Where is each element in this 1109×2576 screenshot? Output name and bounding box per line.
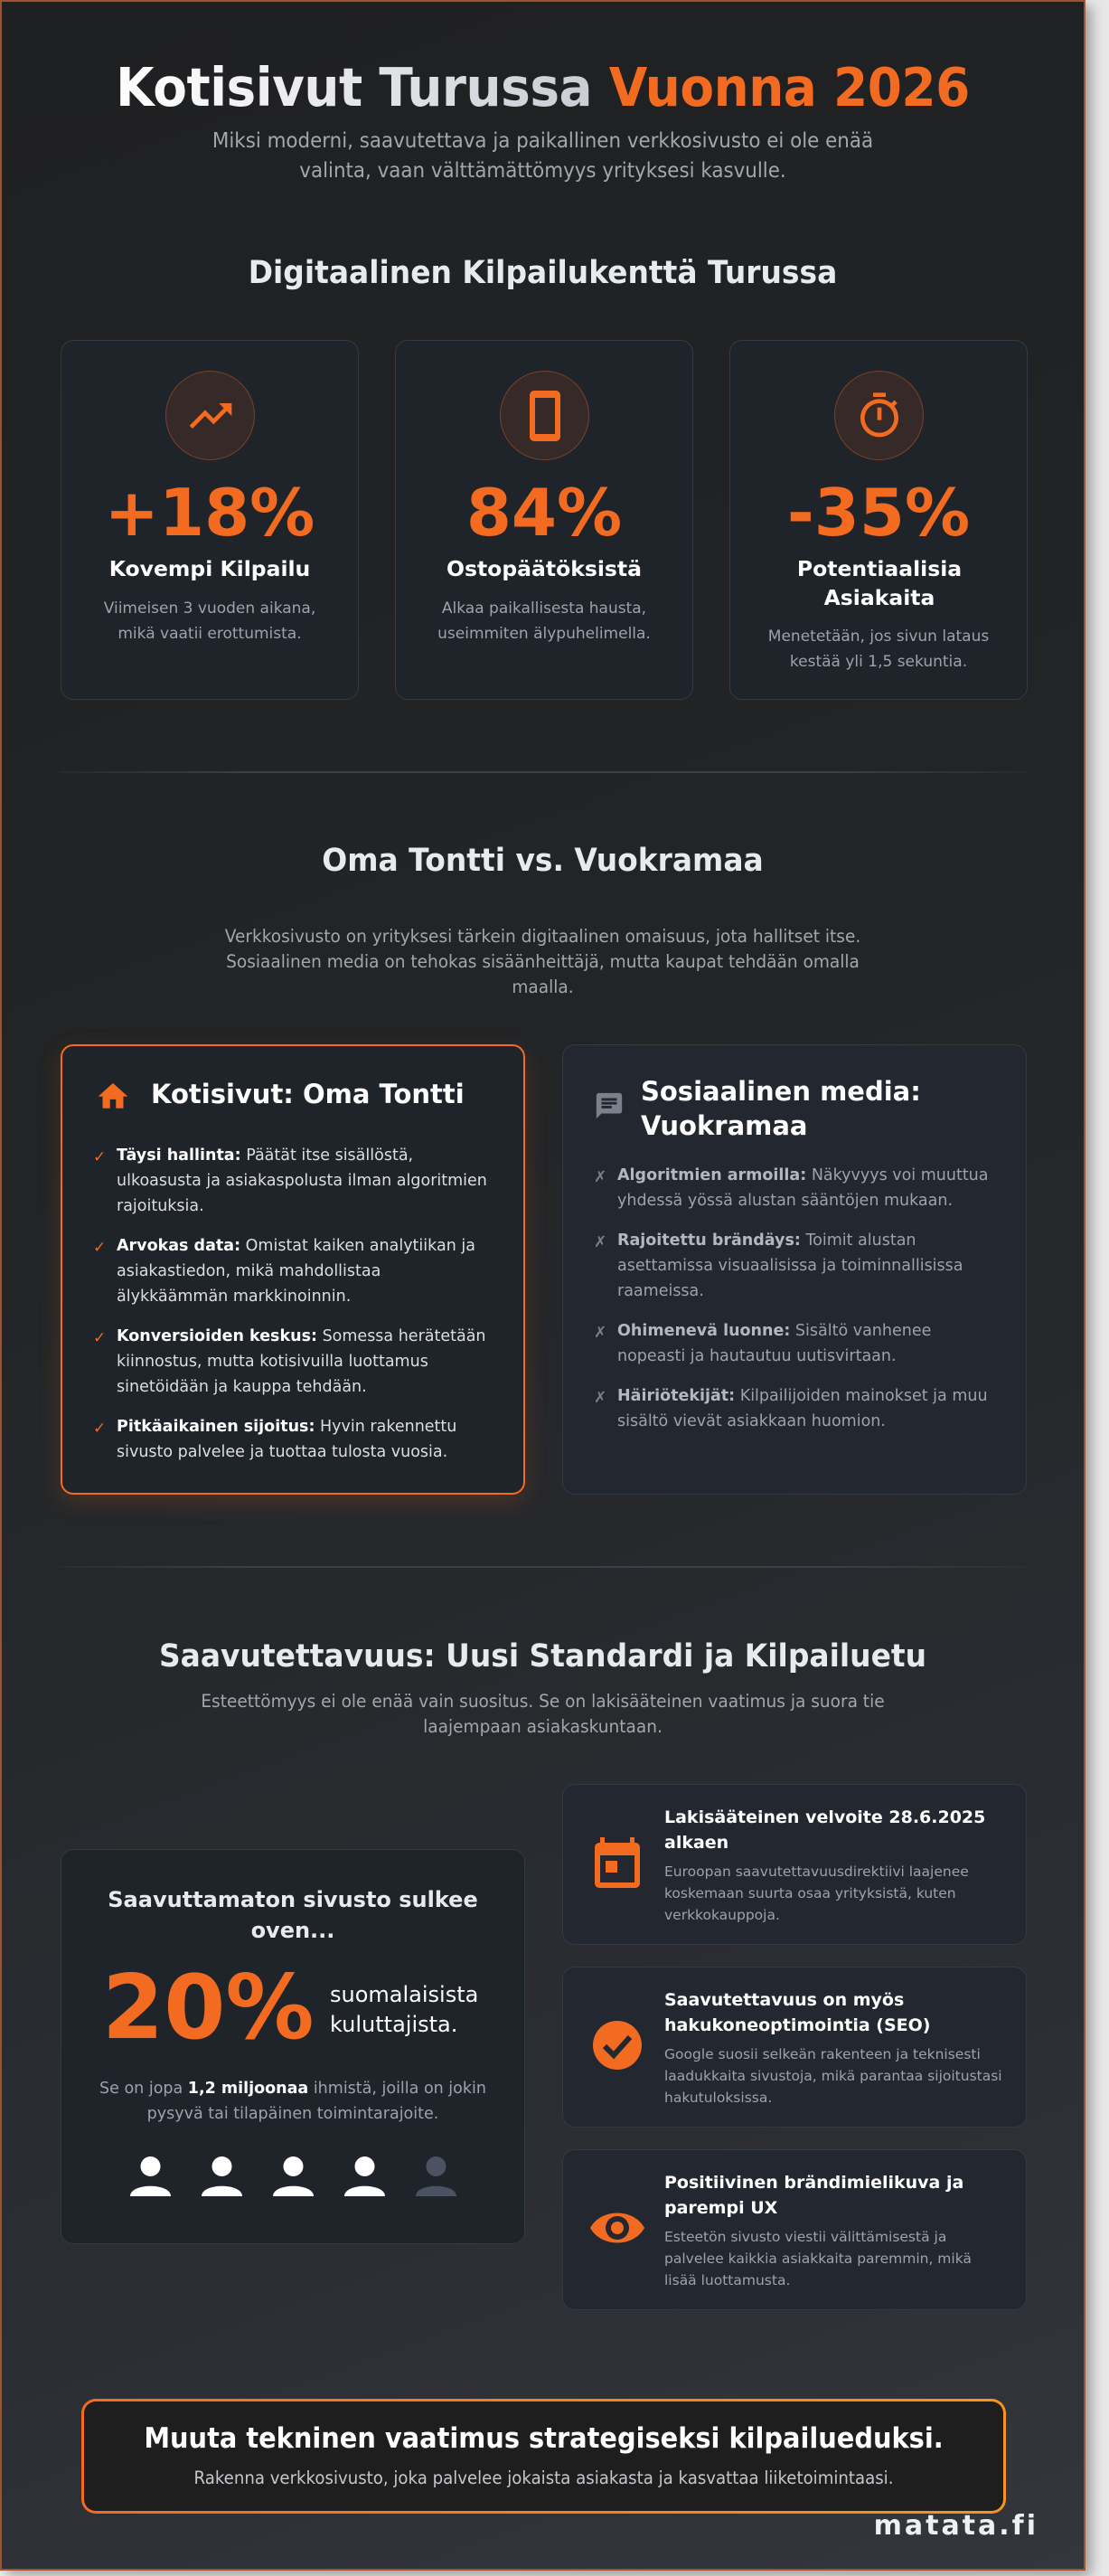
timer-icon — [834, 371, 924, 460]
item-term: Algoritmien armoilla: — [617, 1166, 807, 1184]
own-site-card — [61, 1044, 525, 1495]
stat-card — [395, 340, 693, 700]
highlight-value: 20% — [102, 1957, 315, 2060]
stat-label: Ostopäätöksistä — [446, 556, 642, 581]
item-description: Google suosii selkeän rakenteen ja teknisesti laadukkaita sivustoja, mikä parantaa sijoitustasi hakutuloksissa. — [664, 2046, 1002, 2106]
brand-logo: matata.fi — [873, 2510, 1039, 2542]
stat-label: Kovempi Kilpailu — [108, 556, 311, 581]
person-icon — [202, 2156, 242, 2196]
item-text: Omistat kaiken analytiikan ja asiakastiedon, mikä mahdollistaa älykkäämmän markkinoinnin. — [117, 1237, 475, 1306]
person-icon-dimmed — [416, 2156, 456, 2196]
person-icon — [273, 2156, 314, 2196]
accessibility-item — [562, 1967, 1027, 2128]
check-circle-icon — [590, 2018, 644, 2072]
highlight-value-label: suomalaisista kuluttajista. — [330, 1982, 479, 2037]
list-item — [590, 1163, 999, 1213]
list-item — [89, 1324, 496, 1400]
item-text: Kilpailijoiden mainokset ja muu sisältö vievät asiakkaan huomion. — [617, 1387, 988, 1430]
note-text: ihmistä, joilla on jokin pysyvä tai tilapäinen toimintarajoite. — [146, 2080, 486, 2123]
check-icon: ✓ — [93, 1148, 107, 1166]
stat-value: -35% — [786, 475, 971, 551]
cross-icon: ✗ — [594, 1389, 607, 1407]
item-term: Ohimenevä luonne: — [617, 1322, 791, 1340]
cta-banner — [81, 2399, 1006, 2514]
competition-heading: Digitaalinen Kilpailukenttä Turussa — [248, 255, 838, 291]
calendar-icon — [590, 1835, 644, 1890]
list-item — [89, 1414, 496, 1465]
section-divider — [60, 771, 1026, 773]
trending-up-icon — [165, 371, 255, 460]
item-text: Näkyvyys voi muuttua yhdessä yössä alustan sääntöjen mukaan. — [617, 1166, 989, 1210]
list-item — [590, 1228, 999, 1304]
social-media-list — [590, 1163, 999, 1448]
cross-icon: ✗ — [594, 1168, 607, 1186]
ownership-heading: Oma Tontti vs. Vuokramaa — [322, 843, 764, 879]
list-item — [89, 1143, 496, 1219]
check-icon: ✓ — [93, 1329, 107, 1347]
highlight-title: Saavuttamaton sivusto sulkee oven... — [108, 1887, 478, 1943]
check-icon: ✓ — [93, 1420, 107, 1438]
item-title: Positiivinen brändimielikuva ja parempi UX — [664, 2173, 964, 2218]
ownership-intro: Verkkosivusto on yrityksesi tärkein digitaalinen omaisuus, jota hallitset itse. Sosiaalinen media on tehokas sisäänheittäjä, mutta kaupat tehdään omalla maalla. — [224, 926, 861, 997]
smartphone-icon — [500, 371, 589, 460]
accessibility-item — [562, 1784, 1027, 1945]
stat-label: Potentiaalisia Asiakaita — [796, 556, 963, 610]
accessibility-item — [562, 2149, 1027, 2310]
stat-card — [61, 340, 359, 700]
person-icon — [344, 2156, 385, 2196]
chat-icon — [594, 1090, 625, 1125]
home-icon — [95, 1079, 131, 1115]
item-description: Esteetön sivusto viestii välittämisestä ja palvelee kaikkia asiakkaita paremmin, mikä lisää luottamusta. — [664, 2229, 972, 2288]
item-description: Euroopan saavutettavuusdirektiivi laajenee koskemaan suurta osaa yrityksistä, kuten verkkokauppoja. — [664, 1864, 969, 1923]
section-divider — [60, 1566, 1026, 1568]
item-text: Sisältö vanhenee nopeasti ja hautautuu uutisvirtaan. — [617, 1322, 932, 1365]
stat-card — [729, 340, 1028, 700]
note-text: Se on jopa — [99, 2080, 188, 2098]
item-title: Saavutettavuus on myös hakukoneoptimointia (SEO) — [664, 1990, 931, 2035]
item-term: Arvokas data: — [117, 1237, 241, 1255]
stat-description: Alkaa paikallisesta hausta, useimmiten älypuhelimella. — [437, 599, 651, 643]
social-media-title: Sosiaalinen media: Vuokramaa — [641, 1076, 921, 1141]
accessibility-intro: Esteettömyys ei ole enää vain suositus. Se on lakisääteinen vaatimus ja suora tie laajempaan asiakaskuntaan. — [201, 1691, 885, 1737]
social-media-card — [562, 1044, 1027, 1495]
person-icon — [130, 2156, 171, 2196]
item-term: Pitkäaikainen sijoitus: — [117, 1418, 315, 1436]
item-term: Täysi hallinta: — [117, 1146, 241, 1165]
check-icon: ✓ — [93, 1239, 107, 1257]
item-text: Päätät itse sisällöstä, ulkoasusta ja asiakaspolusta ilman algoritmien rajoituksia. — [117, 1146, 487, 1215]
item-term: Häiriötekijät: — [617, 1387, 736, 1405]
cross-icon: ✗ — [594, 1324, 607, 1342]
note-bold: 1,2 miljoonaa — [187, 2080, 309, 2098]
own-site-title: Kotisivut: Oma Tontti — [151, 1079, 465, 1109]
accessibility-heading: Saavutettavuus: Uusi Standardi ja Kilpailuetu — [158, 1638, 927, 1675]
stat-description: Menetetään, jos sivun lataus kestää yli 1,5 sekuntia. — [767, 627, 990, 671]
item-term: Konversioiden keskus: — [117, 1327, 317, 1345]
highlight-note — [98, 2076, 488, 2127]
list-item — [590, 1318, 999, 1369]
hero-title — [40, 54, 1046, 121]
own-site-list — [89, 1143, 496, 1479]
stat-description: Viimeisen 3 vuoden aikana, mikä vaatii erottumista. — [103, 599, 316, 643]
item-text: Hyvin rakennettu sivusto palvelee ja tuottaa tulosta vuosia. — [117, 1418, 457, 1461]
hero-subtitle: Miksi moderni, saavutettava ja paikallinen verkkosivusto ei ole enää valinta, vaan välttämättömyys yrityksesi kasvulle. — [211, 129, 874, 183]
item-title: Lakisääteinen velvoite 28.6.2025 alkaen — [664, 1807, 986, 1853]
people-row — [61, 2156, 524, 2196]
item-text: Toimit alustan asettamissa visuaalisissa ja toiminnallisissa raameissa. — [617, 1231, 963, 1300]
cta-subtitle: Rakenna verkkosivusto, joka palvelee jokaista asiakasta ja kasvattaa liiketoimintaasi. — [193, 2467, 894, 2488]
cta-title: Muuta tekninen vaatimus strategiseksi kilpailueduksi. — [144, 2422, 944, 2455]
hero-title-highlight: Vuonna 2026 — [608, 56, 970, 118]
list-item — [89, 1233, 496, 1309]
stat-value: +18% — [104, 475, 315, 551]
eye-icon — [590, 2201, 644, 2255]
cross-icon: ✗ — [594, 1233, 607, 1251]
accessibility-highlight-card — [61, 1849, 525, 2244]
item-term: Rajoitettu brändäys: — [617, 1231, 801, 1250]
list-item — [590, 1383, 999, 1434]
hero-title-main: Kotisivut Turussa — [116, 56, 609, 118]
item-text: Somessa herätetään kiinnostus, mutta kotisivuilla luottamus sinetöidään ja kauppa tehdään. — [117, 1327, 486, 1396]
stat-value: 84% — [465, 475, 623, 551]
